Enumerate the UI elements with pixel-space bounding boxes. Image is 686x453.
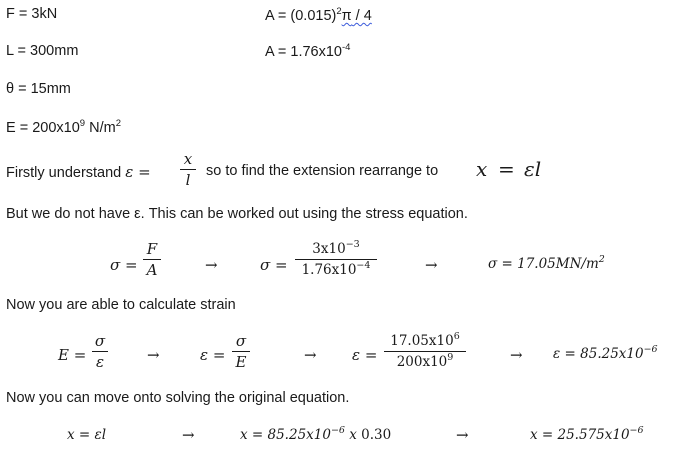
line1-eq-x: x — [476, 157, 488, 181]
modulus-exp: 9 — [79, 118, 86, 129]
line1-lhs: ε = — [125, 163, 151, 181]
stress-arrow2: → — [425, 256, 438, 274]
final-eq1-x: x — [67, 427, 75, 443]
line1-frac-num: x — [183, 150, 193, 168]
line1-text-before: Firstly understand — [6, 165, 126, 181]
strain-arrow2: → — [304, 346, 317, 364]
line1-intro — [6, 163, 151, 181]
area-formula — [265, 8, 372, 24]
stress-eq2-den: 1.76x10 — [301, 262, 357, 278]
final-arrow1: → — [182, 426, 195, 444]
strain-eq3-fraction — [384, 332, 466, 371]
strain-eq3-den-exp: 9 — [447, 352, 454, 363]
modulus-unit: N/m — [85, 120, 116, 136]
fraction-bar — [384, 351, 466, 352]
strain-arrow3: → — [510, 346, 523, 364]
stress-eq2-num: 3x10 — [312, 241, 346, 257]
strain-result-text: ε = 85.25x10 — [553, 346, 644, 362]
stress-eq1-den: A — [146, 261, 158, 279]
strain-eq3-num: 17.05x10 — [390, 333, 454, 349]
area-result-exp: -4 — [342, 42, 351, 53]
fraction-bar — [232, 351, 250, 352]
strain-eq1-lhs: E = — [58, 346, 87, 364]
fraction-bar — [180, 169, 196, 170]
strain-eq3-num-wrap — [384, 332, 466, 350]
strain-eq3-num-exp: 6 — [453, 331, 460, 342]
stress-eq2-den-exp: −4 — [356, 260, 371, 271]
stress-result-exp: 2 — [598, 254, 605, 265]
line4-text: Now you can move onto solving the original equation. — [6, 390, 350, 406]
final-eq1-equals: = — [78, 427, 91, 443]
line1-text-after: so to find the extension rearrange to — [206, 163, 439, 179]
line1-fraction — [180, 150, 196, 189]
line1-eq-equals: = — [498, 157, 515, 181]
final-eq2-exp: −6 — [330, 425, 345, 436]
final-eq1-rhs: εl — [94, 427, 107, 443]
given-modulus — [6, 120, 121, 136]
final-eq2-num: 0.30 — [361, 427, 392, 443]
line1-frac-den: l — [185, 171, 191, 189]
stress-eq2-fraction — [295, 240, 377, 279]
stress-eq2-num-wrap — [295, 240, 377, 258]
strain-eq2-fraction — [232, 332, 250, 371]
given-diameter: θ = 15mm — [6, 81, 71, 97]
area-result-prefix: A = 1.76x10 — [265, 44, 342, 60]
strain-eq3-lhs: ε = — [352, 346, 378, 364]
final-result-exp: −6 — [629, 425, 644, 436]
stress-eq2-den-wrap — [295, 261, 377, 279]
strain-eq2-den: E — [235, 353, 247, 371]
area-formula-exp: 2 — [336, 6, 342, 17]
line2-text: But we do not have ε. This can be worked out using the stress equation. — [6, 206, 468, 222]
final-eq2 — [240, 427, 391, 443]
area-result — [265, 44, 350, 60]
stress-eq1-num: F — [146, 240, 158, 258]
stress-result-text: σ = 17.05MN/m — [488, 256, 599, 272]
final-arrow2: → — [456, 426, 469, 444]
final-eq1 — [67, 427, 106, 443]
strain-eq1-den: ε — [95, 353, 105, 371]
strain-eq1-fraction — [92, 332, 108, 371]
stress-eq2-lhs: σ = — [260, 256, 288, 274]
given-length: L = 300mm — [6, 43, 79, 59]
stress-eq2-num-exp: −3 — [345, 239, 360, 250]
final-result — [530, 427, 644, 443]
final-eq2-x: x — [344, 427, 362, 443]
area-formula-pi: π — [341, 8, 352, 24]
strain-eq2-lhs: ε = — [200, 346, 226, 364]
final-result-prefix: x = 25.575x10 — [530, 427, 630, 443]
stress-arrow1: → — [205, 256, 218, 274]
area-formula-suffix: / 4 — [351, 8, 372, 24]
area-formula-prefix: A = (0.015) — [265, 8, 337, 24]
strain-arrow1: → — [147, 346, 160, 364]
final-eq2-prefix: x = 85.25x10 — [240, 427, 331, 443]
strain-result — [553, 346, 658, 362]
fraction-bar — [143, 259, 161, 260]
modulus-unit-exp: 2 — [115, 118, 121, 129]
strain-eq2-num: σ — [235, 332, 247, 350]
stress-eq1-fraction — [143, 240, 161, 279]
strain-result-exp: −6 — [643, 344, 658, 355]
stress-result — [488, 256, 605, 272]
strain-eq1-num: σ — [94, 332, 106, 350]
line3-text: Now you are able to calculate strain — [6, 297, 236, 313]
stress-eq1-lhs: σ = — [110, 256, 138, 274]
given-force: F = 3kN — [6, 6, 58, 22]
strain-eq3-den-wrap — [384, 353, 466, 371]
modulus-prefix: E = 200x10 — [6, 120, 80, 136]
strain-eq3-den: 200x10 — [396, 354, 448, 370]
fraction-bar — [92, 351, 108, 352]
line1-eq-rhs: εl — [524, 157, 542, 181]
